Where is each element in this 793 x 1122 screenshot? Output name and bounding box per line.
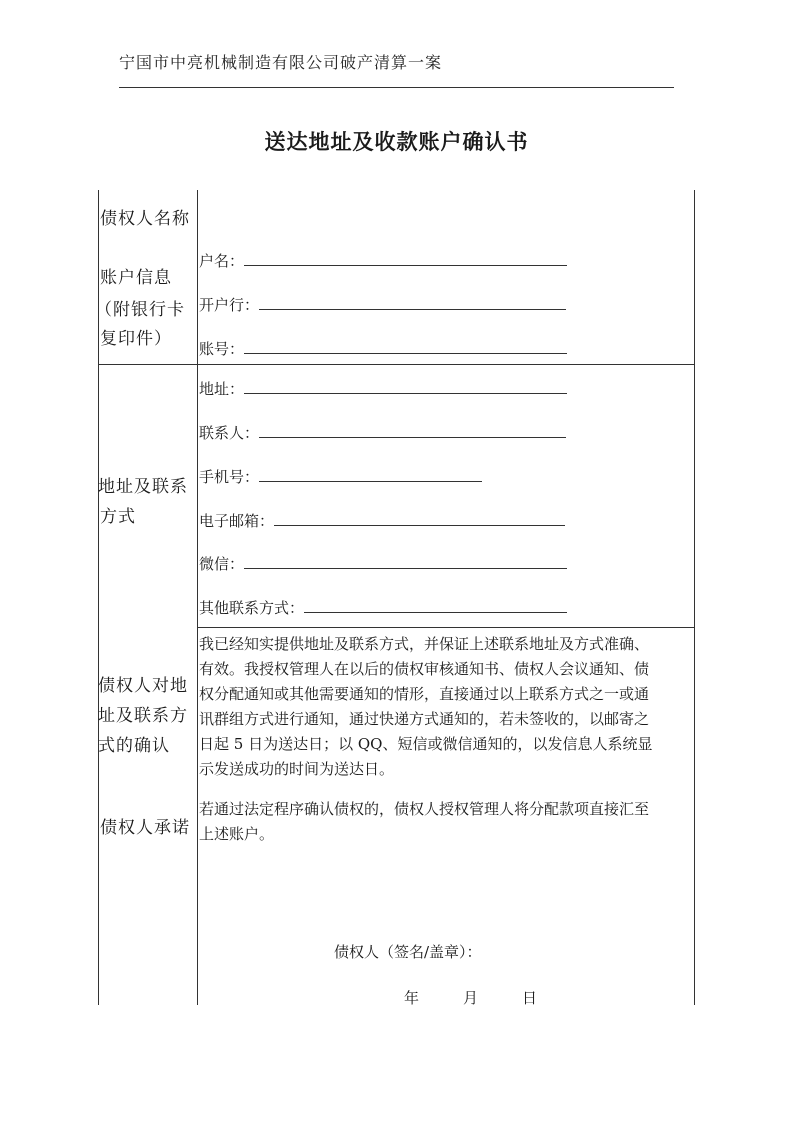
wechat-label: 微信： [199, 555, 245, 573]
signature-label: 债权人（签名/盖章）： [334, 943, 482, 961]
creditor-name-label: 债权人名称 [100, 209, 190, 229]
address-label: 地址： [199, 380, 245, 398]
commitment-label: 债权人承诺 [100, 818, 190, 838]
account-number-label: 账号： [199, 340, 245, 358]
mobile-label: 手机号： [199, 468, 260, 486]
document-title: 送达地址及收款账户确认书 [264, 129, 529, 154]
account-number-field[interactable] [199, 338, 567, 359]
confirmation-line: 权分配通知或其他需要通知的情形，直接通过以上联系方式之一或通 [199, 685, 650, 703]
other-contact-label: 其他联系方式： [199, 599, 305, 617]
confirmation-line: 讯群组方式进行通知，通过快递方式通知的，若未签收的，以邮寄之 [199, 710, 650, 728]
confirmation-line: 日起 5 日为送达日；以 QQ、短信或微信通知的，以发信息人系统显 [199, 735, 653, 753]
address-field[interactable] [199, 378, 567, 399]
table-column-divider [197, 190, 198, 1005]
row-divider-1 [98, 364, 695, 365]
commitment-line: 上述账户。 [199, 825, 275, 843]
contact-section-label-line2: 方式 [100, 507, 136, 527]
confirmation-line: 我已经知实提供地址及联系方式，并保证上述联系地址及方式准确、 [199, 635, 650, 653]
account-name-label: 户名： [199, 252, 245, 270]
contact-person-label: 联系人： [199, 424, 260, 442]
wechat-field[interactable] [199, 553, 567, 574]
case-header: 宁国市中亮机械制造有限公司破产清算一案 [119, 53, 443, 72]
signature-year: 年 [404, 989, 420, 1007]
mobile-field[interactable] [199, 466, 482, 487]
signature-day: 日 [522, 989, 538, 1007]
account-info-label: 账户信息 [100, 268, 172, 288]
confirmation-text [199, 632, 695, 782]
confirmation-line: 示发送成功的时间为送达日。 [199, 760, 395, 778]
contact-person-field[interactable] [199, 422, 566, 443]
bank-field[interactable] [199, 294, 566, 315]
contact-section-label: 地址及联系 [98, 477, 188, 497]
other-contact-field[interactable] [199, 597, 567, 618]
confirmation-label-line3: 式的确认 [98, 736, 170, 756]
account-info-label-line3: 复印件） [100, 329, 172, 349]
bank-label: 开户行： [199, 296, 260, 314]
email-label: 电子邮箱： [199, 512, 275, 530]
confirmation-label-line2: 址及联系方 [98, 706, 188, 726]
signature-month: 月 [463, 989, 479, 1007]
row-divider-2 [197, 627, 694, 628]
commitment-text [199, 797, 695, 847]
header-divider [119, 87, 674, 88]
confirmation-label: 债权人对地 [98, 676, 188, 696]
account-info-label-line2: （附银行卡 [95, 300, 185, 320]
account-name-field[interactable] [199, 250, 567, 271]
commitment-line: 若通过法定程序确认债权的，债权人授权管理人将分配款项直接汇至 [199, 800, 650, 818]
email-field[interactable] [199, 510, 565, 531]
confirmation-line: 有效。我授权管理人在以后的债权审核通知书、债权人会议通知、债 [199, 660, 650, 678]
table-right-border [694, 190, 695, 1005]
